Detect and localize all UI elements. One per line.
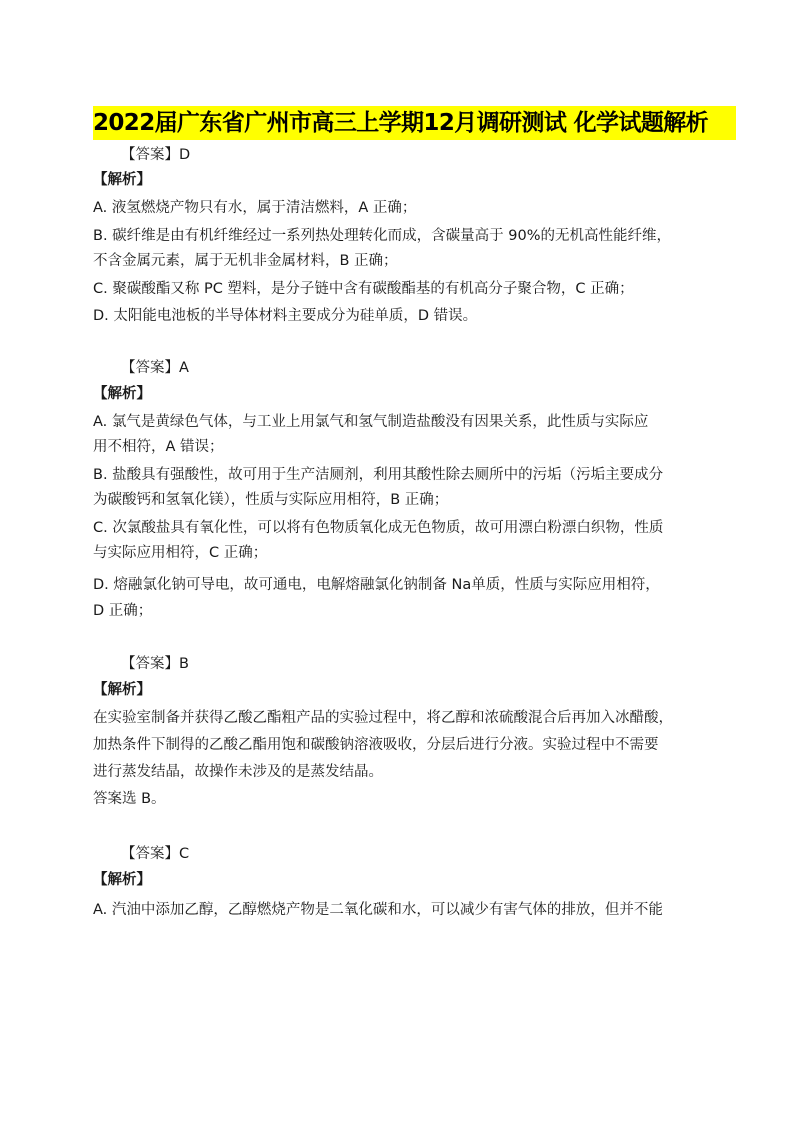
analysis-line: 在实验室制备并获得乙酸乙酯粗产品的实验过程中，将乙醇和浓硫酸混合后再加入冰醋酸， — [93, 710, 673, 726]
analysis-line: 进行蒸发结晶，故操作未涉及的是蒸发结晶。 — [93, 764, 383, 780]
analysis-line: 答案选 B。 — [93, 791, 166, 807]
analysis-line: C. 聚碳酸酯又称 PC 塑料，是分子链中含有碳酸酯基的有机高分子聚合物，C 正确； — [93, 281, 634, 297]
analysis-line: 加热条件下制得的乙酸乙酯用饱和碳酸钠溶液吸收，分层后进行分液。实验过程中不需要 — [93, 737, 659, 753]
analysis-label: 【解析】 — [93, 872, 151, 888]
answer-label: 【答案】A — [121, 360, 189, 376]
analysis-label: 【解析】 — [93, 172, 151, 188]
analysis-line: A. 汽油中添加乙醇，乙醇燃烧产物是二氧化碳和水，可以减少有害气体的排放，但并不能 — [93, 902, 663, 918]
analysis-line: D. 熔融氯化钠可导电，故可通电，电解熔融氯化钠制备 Na单质，性质与实际应用相符， — [93, 577, 660, 593]
answer-label: 【答案】D — [121, 147, 191, 163]
analysis-line: D. 太阳能电池板的半导体材料主要成分为硅单质，D 错误。 — [93, 308, 478, 324]
answer-label: 【答案】B — [121, 656, 189, 672]
analysis-label: 【解析】 — [93, 682, 151, 698]
analysis-line: D 正确； — [93, 603, 153, 619]
analysis-line: 为碳酸钙和氢氧化镁），性质与实际应用相符，B 正确； — [93, 492, 449, 508]
answer-label: 【答案】C — [121, 846, 190, 862]
analysis-line: 用不相符，A 错误； — [93, 439, 224, 455]
analysis-line: A. 液氢燃烧产物只有水，属于清洁燃料，A 正确； — [93, 200, 417, 216]
document-title: 2022届广东省广州市高三上学期12月调研测试 化学试题解析 — [93, 106, 736, 140]
analysis-line: 不含金属元素，属于无机非金属材料，B 正确； — [93, 253, 398, 269]
analysis-line: B. 碳纤维是由有机纤维经过一系列热处理转化而成，含碳量高于 90%的无机高性能纤维， — [93, 228, 672, 244]
analysis-line: B. 盐酸具有强酸性，故可用于生产洁厕剂，利用其酸性除去厕所中的污垢（污垢主要成分 — [93, 467, 664, 483]
analysis-label: 【解析】 — [93, 386, 151, 402]
analysis-line: C. 次氯酸盐具有氧化性，可以将有色物质氧化成无色物质，故可用漂白粉漂白织物，性质 — [93, 520, 664, 536]
analysis-line: A. 氯气是黄绿色气体，与工业上用氯气和氢气制造盐酸没有因果关系，此性质与实际应 — [93, 414, 649, 430]
analysis-line: 与实际应用相符，C 正确； — [93, 545, 268, 561]
